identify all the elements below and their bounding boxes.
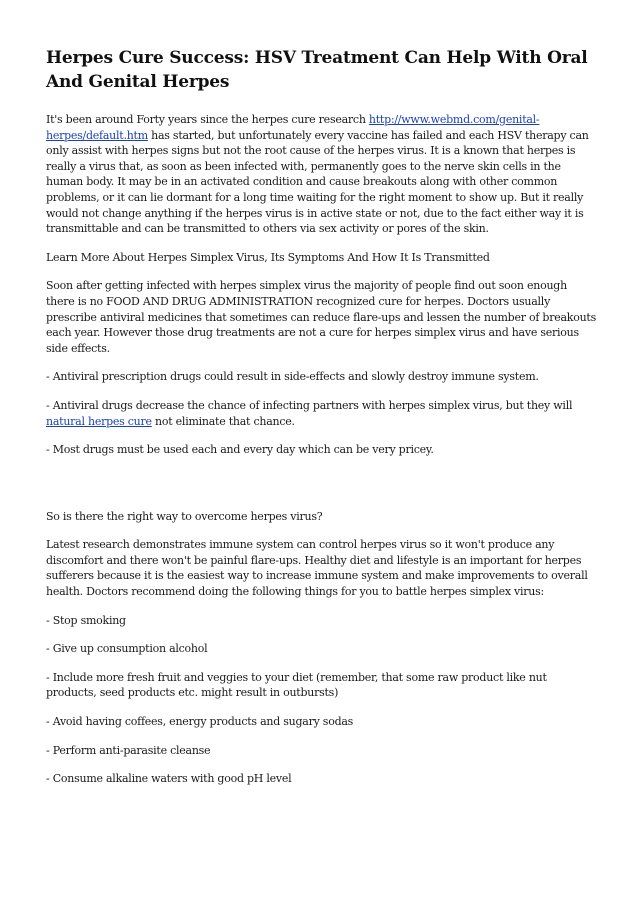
- list-item-alkaline-water: - Consume alkaline waters with good pH level: [46, 772, 292, 786]
- natural-herpes-cure-link[interactable]: natural herpes cure: [46, 414, 152, 428]
- list-item-alcohol: - Give up consumption alcohol: [46, 642, 208, 656]
- list-item-stop-smoking: - Stop smoking: [46, 613, 126, 627]
- paragraph-learn-more: Learn More About Herpes Simplex Virus, Its Symptoms And How It Is Transmitted: [46, 250, 490, 264]
- paragraph-question: So is there the right way to overcome herpes virus?: [46, 509, 323, 523]
- paragraph-intro: [46, 112, 596, 237]
- list-item-partners: [46, 398, 596, 429]
- paragraph-text: It's been around Forty years since the herpes cure research: [46, 113, 369, 126]
- page-title: Herpes Cure Success: HSV Treatment Can Help With Oral And Genital Herpes: [46, 48, 588, 92]
- blank-space: [46, 471, 596, 509]
- document-page: [46, 46, 596, 800]
- list-item-coffees: - Avoid having coffees, energy products and sugary sodas: [46, 715, 354, 729]
- paragraph-text: - Antiviral drugs decrease the chance of infecting partners with herpes simplex virus, but they will: [46, 398, 573, 412]
- paragraph-research: Latest research demonstrates immune system can control herpes virus so it won't produce any discomfort and there won't be painful flare-ups. Healthy diet and lifestyle is an important for herpes sufferers because it is the easiest way to increase immune system and make improvements to overall health. Doctors recommend doing the following things for you to battle herpes simplex virus:: [46, 538, 588, 599]
- list-item-fruit-veggies: - Include more fresh fruit and veggies to your diet (remember, that some raw product like nut products, seed products etc. might result in outbursts): [46, 670, 547, 700]
- webmd-link[interactable]: http://www.webmd.com/genital-herpes/default.htm: [46, 113, 540, 142]
- list-item-pricey: - Most drugs must be used each and every day which can be very pricey.: [46, 443, 434, 457]
- article-body: [46, 112, 596, 787]
- paragraph-text: has started, but unfortunately every vaccine has failed and each HSV therapy can only assist with herpes signs but not the root cause of the herpes virus. It is a known that herpes is really a virus that, as soon as been infected with, permanently goes to the nerve skin cells in the human body. It may be in an activated condition and cause breakouts along with other common problems, or it can lie dormant for a long time waiting for the right moment to show up. But it really would not change anything if the herpes virus is in active state or not, due to the fact either way it is transmittable and can be transmitted to others via sex activity or pores of the skin.: [46, 128, 589, 236]
- paragraph-text: not eliminate that chance.: [151, 414, 295, 428]
- list-item-side-effects: - Antiviral prescription drugs could result in side-effects and slowly destroy immune system.: [46, 370, 539, 384]
- paragraph-no-cure: Soon after getting infected with herpes simplex virus the majority of people find out soon enough there is no FOOD AND DRUG ADMINISTRATION recognized cure for herpes. Doctors usually prescribe antiviral medicines that sometimes can reduce flare-ups and lessen the number of breakouts each year. However those drug treatments are not a cure for herpes simplex virus and have serious side effects.: [46, 279, 596, 355]
- list-item-cleanse: - Perform anti-parasite cleanse: [46, 743, 211, 757]
